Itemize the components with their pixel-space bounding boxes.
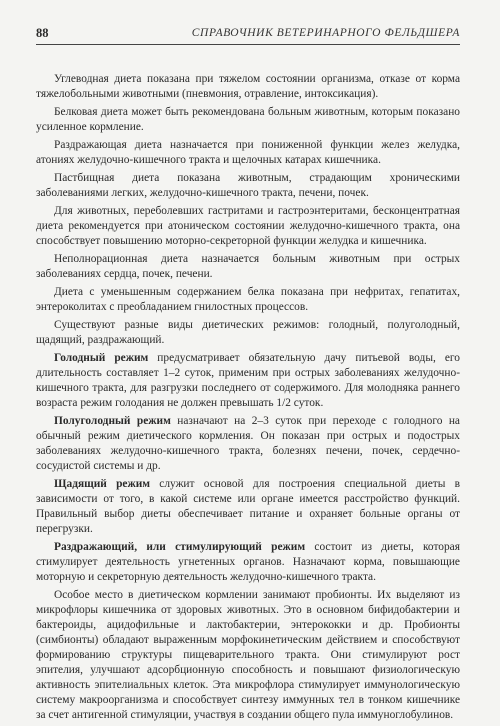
paragraph-probionts: Особое место в диетическом кормлении занимают пробионты. Их выделяют из микрофлоры кишечника от здоровых животных. Это в основном бифидобактерии и бактероиды, ацидофильные и лактобактерии, энтерококки и др. Пробионты (симбионты) обладают выраженным морфокинетическим действием и способствуют формированию структуры пищеварительного тракта. Они стимулируют рост эпителия, улучшают адсорбционную способность и повышают физиологическую активность эпителиальных клеток. Эта микрофлора стимулирует иммунологическую систему макроорганизма и способствует синтезу иммунных тел в тонком кишечнике за счет антигенной стимуляции, участвуя в создании общего пула иммуноглобулинов. bbox=[36, 589, 460, 721]
paragraph: Пастбищная диета показана животным, страдающим хроническими заболеваниями легких, желудочно-кишечного тракта, печени, почек. bbox=[36, 172, 460, 199]
paragraph: Для животных, переболевших гастритами и гастроэнтеритами, бесконцентратная диета рекомендуется при атоническом состоянии желудочно-кишечного тракта, она способствует повышению моторно-секреторной функции желудка и кишечника. bbox=[36, 205, 460, 247]
page-number: 88 bbox=[36, 26, 49, 40]
paragraph-sparing-mode: Щадящий режим служит основой для построения специальной диеты в зависимости от того, в какой системе или органе имеется расстройство функций. Правильный выбор диеты обеспечивает питание и охраняет больные органы от перегрузки. bbox=[36, 478, 460, 535]
term-heading: Щадящий режим bbox=[54, 478, 151, 490]
paragraph: Белковая диета может быть рекомендована больным животным, которым показано усиленное кормление. bbox=[36, 106, 460, 133]
paragraph-half-fasting-mode: Полуголодный режим назначают на 2–3 суток при переходе с голодного на обычный режим диетического кормления. Он показан при острых и подострых заболеваниях желудочно-кишечного тракта, болезнях печени, почек, сердечно-сосудистой системы и др. bbox=[36, 415, 460, 472]
running-title: СПРАВОЧНИК ВЕТЕРИНАРНОГО ФЕЛЬДШЕРА bbox=[191, 27, 460, 39]
paragraph: Существуют разные виды диетических режимов: голодный, полуголодный, щадящий, раздражающий. bbox=[36, 319, 460, 346]
paragraph: Неполнорационная диета назначается больным животным при острых заболеваниях сердца, почек, печени. bbox=[36, 253, 460, 280]
paragraph: Углеводная диета показана при тяжелом состоянии организма, отказе от корма тяжелобольными животными (пневмония, отравление, интоксикация). bbox=[36, 73, 460, 100]
paragraph: Раздражающая диета назначается при пониженной функции желез желудка, атониях желудочно-кишечного тракта и щелочных катарах кишечника. bbox=[36, 139, 460, 166]
term-heading: Раздражающий, или стимулирующий режим bbox=[54, 541, 306, 553]
term-heading: Голодный режим bbox=[54, 352, 149, 364]
page-header bbox=[36, 26, 460, 43]
paragraph-fasting-mode: Голодный режим предусматривает обязательную дачу питьевой воды, его длительность составляет 1–2 суток, применим при острых заболеваниях желудочно-кишечного тракта, для разгрузки последнего от содержимого. Для молодняка раннего возраста режим голодания не должен превышать 1/2 суток. bbox=[36, 352, 460, 409]
term-heading: Полуголодный режим bbox=[54, 415, 171, 427]
paragraph: Диета с уменьшенным содержанием белка показана при нефритах, гепатитах, энтероколитах с преобладанием гнилостных процессов. bbox=[36, 286, 460, 313]
body-text bbox=[36, 72, 460, 726]
header-rule bbox=[36, 44, 460, 45]
paragraph-stimulating-mode: Раздражающий, или стимулирующий режим состоит из диеты, которая стимулирует деятельность угнетенных органов. Назначают корма, повышающие моторную и секреторную деятельность желудочно-кишечного тракта. bbox=[36, 541, 460, 583]
